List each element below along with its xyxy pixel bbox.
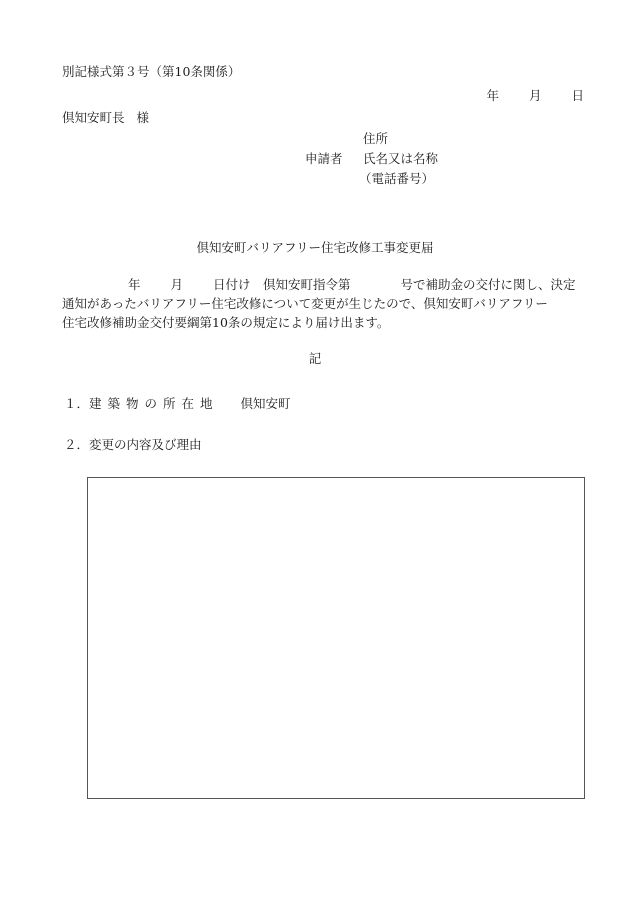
item-1-number: １．	[64, 396, 90, 411]
item-1-value: 倶知安町	[240, 396, 291, 411]
item-2-number: ２．	[64, 437, 90, 452]
date-year-label: 年	[486, 88, 499, 103]
body-line-1-b: 号で補助金の交付に関し、決定	[400, 277, 576, 292]
addressee-honorific: 様	[136, 110, 150, 125]
item-change-details	[64, 437, 202, 453]
body-line-1	[62, 275, 586, 294]
body-line-3: 住宅改修補助金交付要綱第10条の規定により届け出ます。	[62, 315, 390, 330]
body-paragraph	[62, 275, 586, 332]
applicant-name-label: 氏名又は名称	[363, 151, 439, 166]
date-day-label: 日	[571, 88, 584, 103]
applicant-phone-label: （電話番号）	[359, 171, 435, 186]
document-title: 倶知安町バリアフリー住宅改修工事変更届	[196, 240, 434, 255]
body-month-label: 月	[170, 277, 184, 292]
item-2-label: 変更の内容及び理由	[89, 437, 202, 452]
applicant-phone-row	[305, 171, 485, 191]
applicant-address-row	[305, 131, 485, 151]
applicant-role-label: 申請者	[305, 151, 343, 166]
addressee-name: 倶知安町長	[62, 110, 125, 125]
body-line-1-a: 日付け 倶知安町指令第	[213, 277, 351, 292]
ki-heading: 記	[308, 351, 322, 366]
item-building-location	[64, 396, 291, 412]
date-month-label: 月	[528, 88, 542, 103]
addressee	[62, 110, 149, 126]
change-details-box[interactable]	[87, 477, 585, 799]
applicant-name-row	[305, 151, 485, 171]
form-label: 別記様式第３号（第10条関係）	[62, 64, 241, 79]
applicant-block	[305, 131, 485, 191]
body-line-2: 通知があったバリアフリー住宅改修について変更が生じたので、倶知安町バリアフリー	[62, 296, 548, 311]
body-year-label: 年	[128, 277, 141, 292]
applicant-address-label: 住所	[363, 131, 389, 146]
item-1-label: 建築物の所在地	[89, 396, 219, 411]
date-line	[486, 88, 584, 104]
